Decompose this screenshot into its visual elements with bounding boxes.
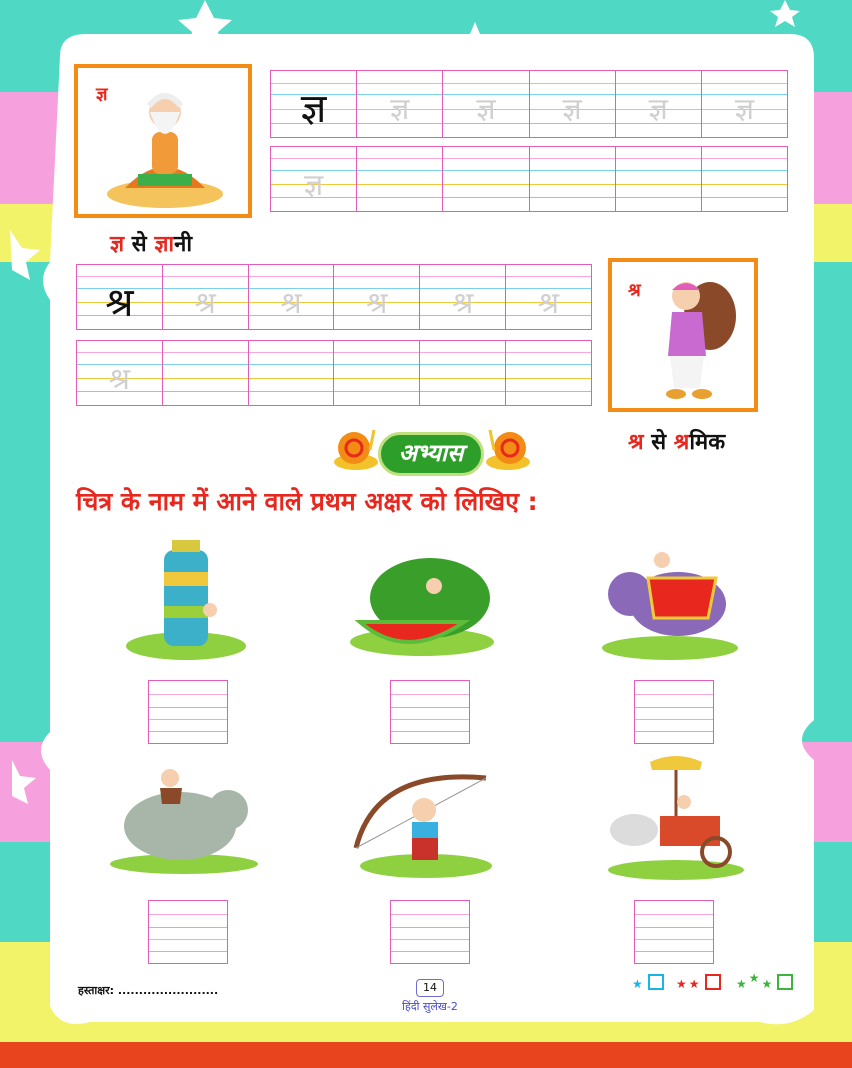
bear-picture (104, 752, 264, 876)
answer-box-elephant[interactable] (634, 680, 714, 744)
labourer-picture-card (608, 258, 758, 412)
star-icon: ★ (676, 977, 687, 991)
star-icon: ★ (761, 977, 773, 991)
caption-shramik: श्र से श्रमिक (628, 430, 726, 455)
elephant-picture (598, 534, 742, 662)
signature-label: हस्ताक्षर: (78, 984, 115, 997)
watermelon-picture (346, 552, 496, 658)
rating-three-stars[interactable] (736, 971, 793, 991)
writing-cell-trace[interactable]: श्र (334, 265, 420, 329)
answer-box-chariot[interactable] (634, 900, 714, 964)
writing-cell-empty[interactable] (249, 341, 335, 405)
exercise-instruction: चित्र के नाम में आने वाले प्रथम अक्षर को लिखिए : (76, 487, 538, 516)
answer-box-flask[interactable] (148, 680, 228, 744)
caption-gyani: ज्ञ से ज्ञानी (110, 232, 193, 257)
signature-line: ........................ (117, 984, 219, 997)
page-number: 14 (416, 979, 444, 997)
signature-field[interactable] (78, 983, 218, 998)
writing-cell-trace[interactable]: श्र (77, 341, 163, 405)
writing-cell-trace[interactable]: ज्ञ (530, 71, 616, 137)
book-title: हिंदी सुलेख-2 (402, 1000, 458, 1013)
sage-picture-card (74, 64, 252, 218)
writing-cell-empty[interactable] (443, 147, 529, 211)
writing-cell-trace[interactable]: ज्ञ (357, 71, 443, 137)
writing-cell-trace[interactable]: ज्ञ (702, 71, 787, 137)
writing-cell-empty[interactable] (334, 341, 420, 405)
answer-box-bear[interactable] (148, 900, 228, 964)
flask-picture (120, 540, 250, 666)
writing-cell-trace[interactable]: ज्ञ (443, 71, 529, 137)
writing-cell-empty[interactable] (616, 147, 702, 211)
chariot-picture (604, 752, 748, 882)
writing-cell-model[interactable]: ज्ञ (271, 71, 357, 137)
writing-cell-trace[interactable]: श्र (249, 265, 335, 329)
writing-cell-empty[interactable] (702, 147, 787, 211)
sage-illustration (100, 76, 230, 212)
writing-cell-trace[interactable]: ज्ञ (271, 147, 357, 211)
writing-cell-empty[interactable] (530, 147, 616, 211)
abhyas-banner: अभ्यास (378, 432, 484, 476)
rating-box[interactable] (777, 974, 793, 990)
labourer-illustration (652, 276, 742, 404)
rating-one-star[interactable] (632, 974, 664, 990)
star-icon: ★ (748, 971, 760, 985)
snail-left-icon (330, 420, 380, 472)
writing-cell-trace[interactable]: श्र (163, 265, 249, 329)
snail-right-icon (484, 420, 534, 472)
writing-cell-trace[interactable]: ज्ञ (616, 71, 702, 137)
writing-cell-trace[interactable]: श्र (420, 265, 506, 329)
writing-row-shra-1 (76, 264, 592, 330)
card-letter: ज्ञ (96, 84, 108, 105)
rating-two-stars[interactable] (676, 974, 721, 990)
bow-picture (346, 758, 496, 880)
writing-row-gya-2 (270, 146, 788, 212)
rating-box[interactable] (648, 974, 664, 990)
answer-box-watermelon[interactable] (390, 680, 470, 744)
card-letter: श्र (628, 280, 641, 301)
writing-cell-model[interactable]: श्र (77, 265, 163, 329)
answer-box-bow[interactable] (390, 900, 470, 964)
writing-cell-trace[interactable]: श्र (506, 265, 591, 329)
writing-cell-empty[interactable] (420, 341, 506, 405)
star-icon: ★ (632, 977, 643, 991)
writing-row-shra-2 (76, 340, 592, 406)
writing-cell-empty[interactable] (163, 341, 249, 405)
star-icon: ★ (688, 977, 700, 991)
writing-row-gya-1 (270, 70, 788, 138)
writing-cell-empty[interactable] (506, 341, 591, 405)
rating-box[interactable] (705, 974, 721, 990)
star-icon: ★ (736, 977, 747, 991)
writing-cell-empty[interactable] (357, 147, 443, 211)
